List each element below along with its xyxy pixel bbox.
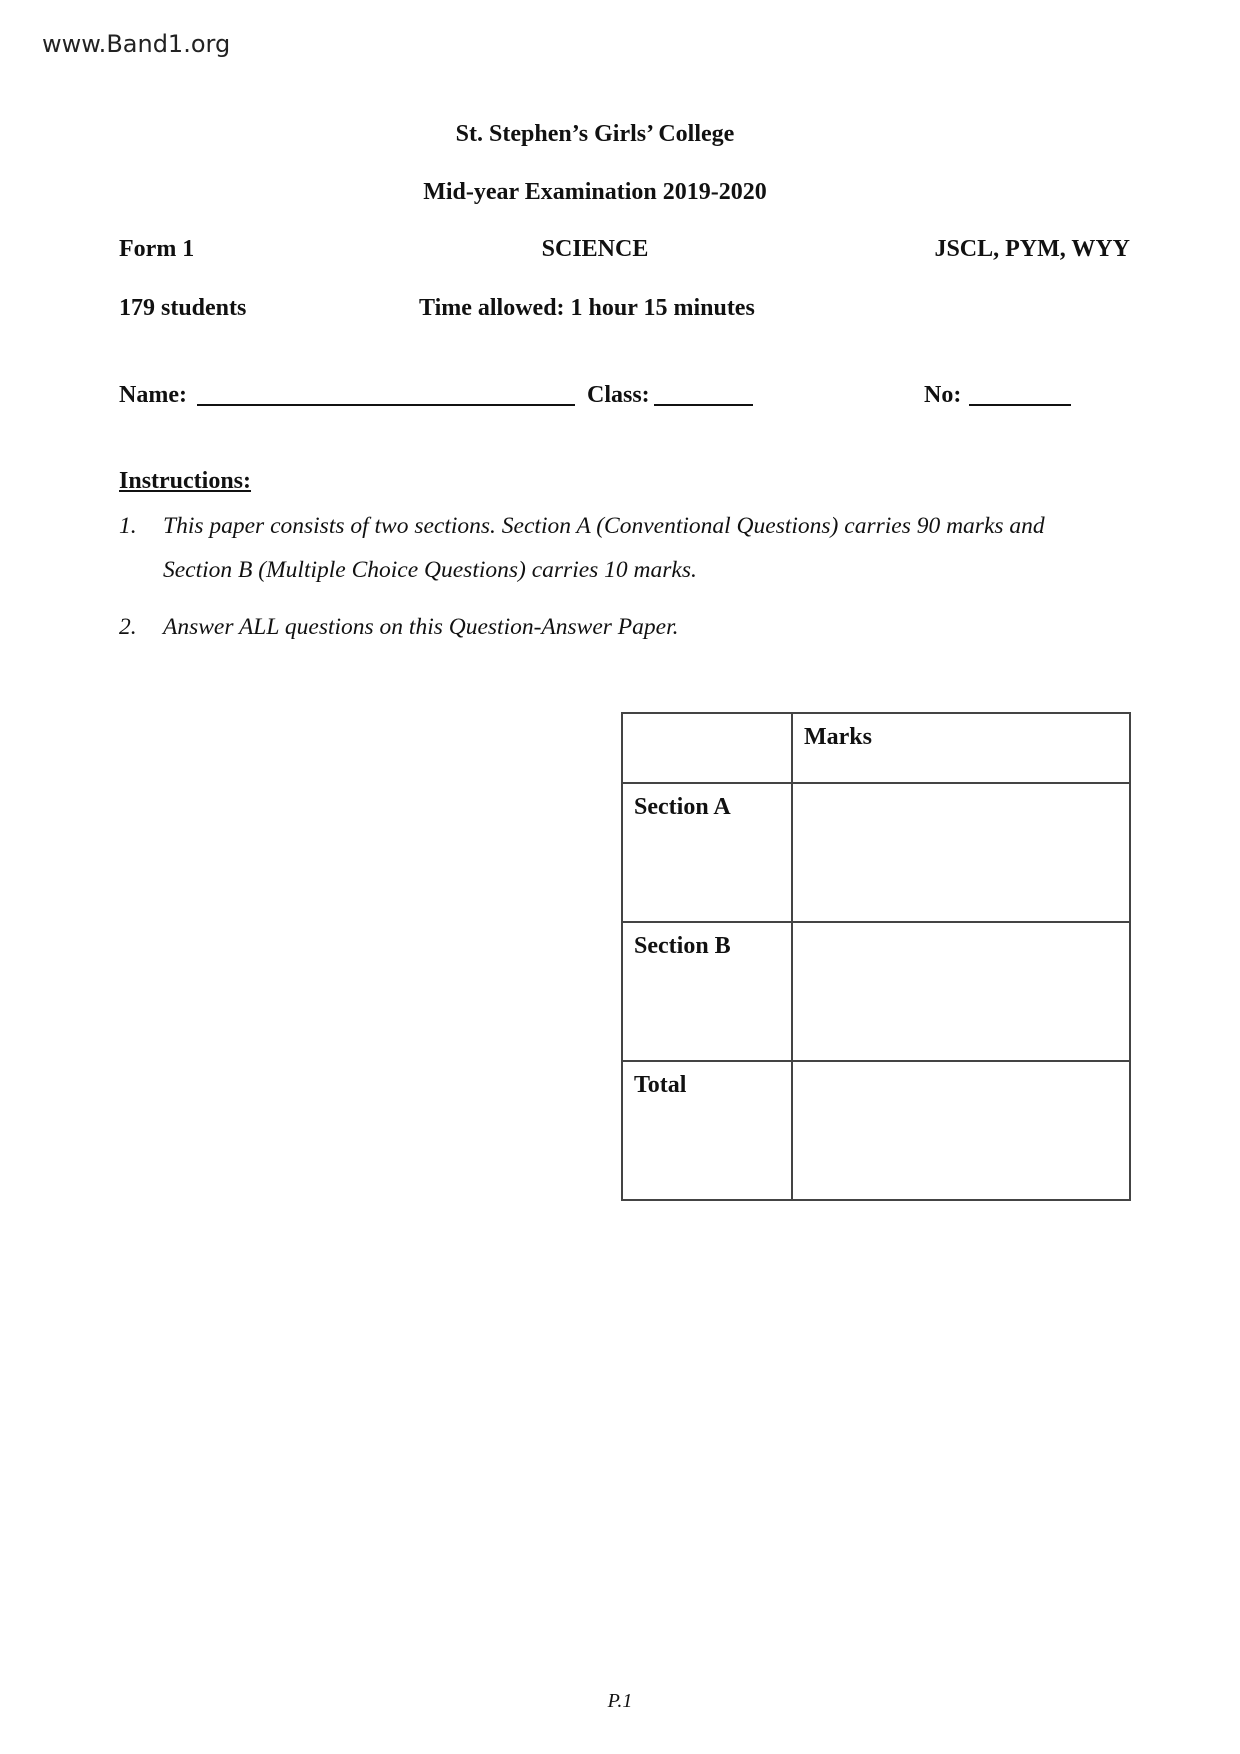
instruction-number: 2. [119, 614, 137, 640]
table-row [622, 922, 1130, 1061]
class-label: Class: [587, 382, 650, 408]
table-row [622, 1061, 1130, 1200]
school-name: St. Stephen’s Girls’ College [455, 121, 735, 147]
marks-cell[interactable] [792, 922, 1130, 1061]
name-field[interactable] [197, 404, 575, 406]
marks-cell[interactable] [792, 1061, 1130, 1200]
exam-title: Mid-year Examination 2019-2020 [423, 179, 767, 205]
instruction-text: Section B (Multiple Choice Questions) carries 10 marks. [163, 557, 697, 583]
student-count: 179 students [119, 295, 247, 321]
teachers: JSCL, PYM, WYY [934, 236, 1130, 262]
row-label: Section A [622, 783, 792, 922]
table-row [622, 783, 1130, 922]
row-label: Section B [622, 922, 792, 1061]
subject: SCIENCE [541, 236, 649, 262]
instruction-text: Answer ALL questions on this Question-Answer Paper. [163, 614, 679, 640]
table-header-row [622, 713, 1130, 783]
form-level: Form 1 [119, 236, 195, 262]
marks-header: Marks [792, 713, 1130, 783]
instruction-number: 1. [119, 513, 137, 539]
watermark: www.Band1.org [42, 30, 231, 58]
marks-table [621, 712, 1131, 1201]
row-label: Total [622, 1061, 792, 1200]
marks-cell[interactable] [792, 783, 1130, 922]
page-number: P.1 [607, 1690, 633, 1712]
name-label: Name: [119, 382, 187, 408]
instructions-heading: Instructions: [119, 468, 252, 494]
instruction-text: This paper consists of two sections. Section A (Conventional Questions) carries 90 marks and [163, 513, 1045, 539]
no-field[interactable] [969, 404, 1071, 406]
no-label: No: [924, 382, 962, 408]
class-field[interactable] [654, 404, 753, 406]
time-allowed: Time allowed: 1 hour 15 minutes [419, 295, 755, 321]
table-corner-cell [622, 713, 792, 783]
